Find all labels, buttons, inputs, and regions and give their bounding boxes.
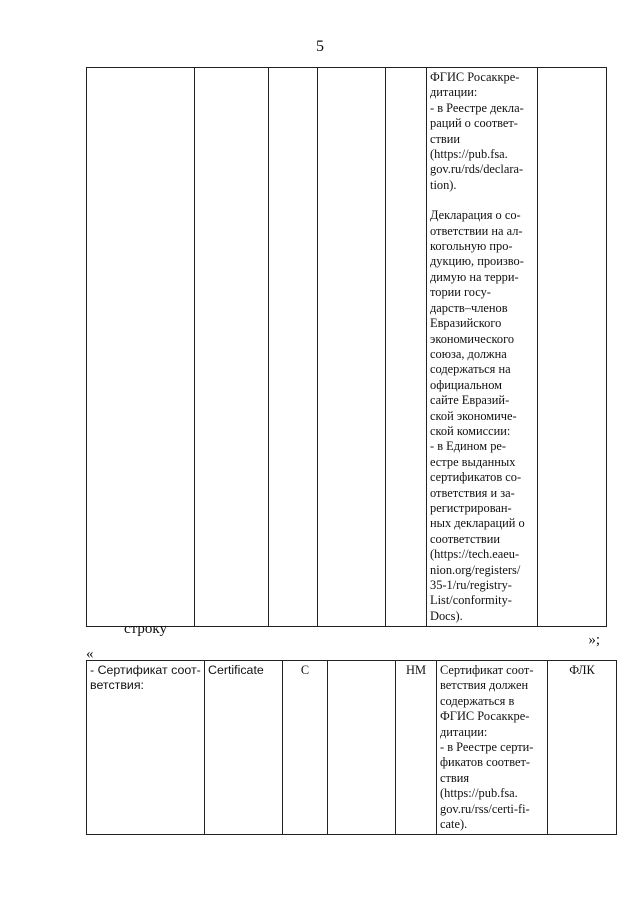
table-row — [87, 68, 607, 627]
table-cell-check: ФЛК — [548, 661, 617, 835]
table-cell-requirements — [427, 68, 538, 627]
table-cell-element-name — [87, 68, 195, 627]
table-row — [87, 661, 617, 835]
table-cell-xml-name — [195, 68, 269, 627]
table-cell-xml-name: Certificate — [205, 661, 283, 835]
stroku-text: строку — [124, 621, 167, 637]
table-cell-type — [269, 68, 318, 627]
certificate-row-table — [86, 660, 617, 835]
requirements-paragraph-1: ФГИС Росаккре- дитации: - в Реестре декла- раций о соответ- ствии (https://pub.fsa. gov.ru/rds/declara- tion). — [430, 70, 524, 192]
table-cell-check — [538, 68, 607, 627]
table-cell-format — [318, 68, 386, 627]
table-cell-requirements: Сертификат соот- ветствия должен содержаться в ФГИС Росаккре- дитации: - в Реестре серти- фикатов соответ- ствия (https://pub.fsa. gov.ru/rss/certi-fi- cate). — [437, 661, 548, 835]
table-cell-requiredness — [386, 68, 427, 627]
closing-quote: »; — [588, 632, 600, 648]
continued-requirements-table — [86, 67, 607, 627]
table-cell-type: С — [283, 661, 328, 835]
paragraph-gap — [430, 193, 534, 208]
page-number: 5 — [316, 38, 324, 55]
table-cell-format — [328, 661, 396, 835]
requirements-paragraph-2: Декларация о со- ответствии на ал- когольную про- дукцию, произво- димую на терри- тории госу- дарств–членов Евразийского экономического союза, должна содержаться на официальном сайте Евразий- ской экономиче- ской комиссии: - в Едином ре- естре выданных сертификатов со- ответствия и за- регистрирован- ных деклараций о соответствии (https://tech.eaeu- nion.org/registers/ 35-1/ru/registry- List/conformity- Docs). — [430, 208, 525, 623]
table-cell-element-name: - Сертификат соот- ветствия: — [87, 661, 205, 835]
opening-quote: « — [86, 646, 94, 662]
table-cell-requiredness: НМ — [396, 661, 437, 835]
